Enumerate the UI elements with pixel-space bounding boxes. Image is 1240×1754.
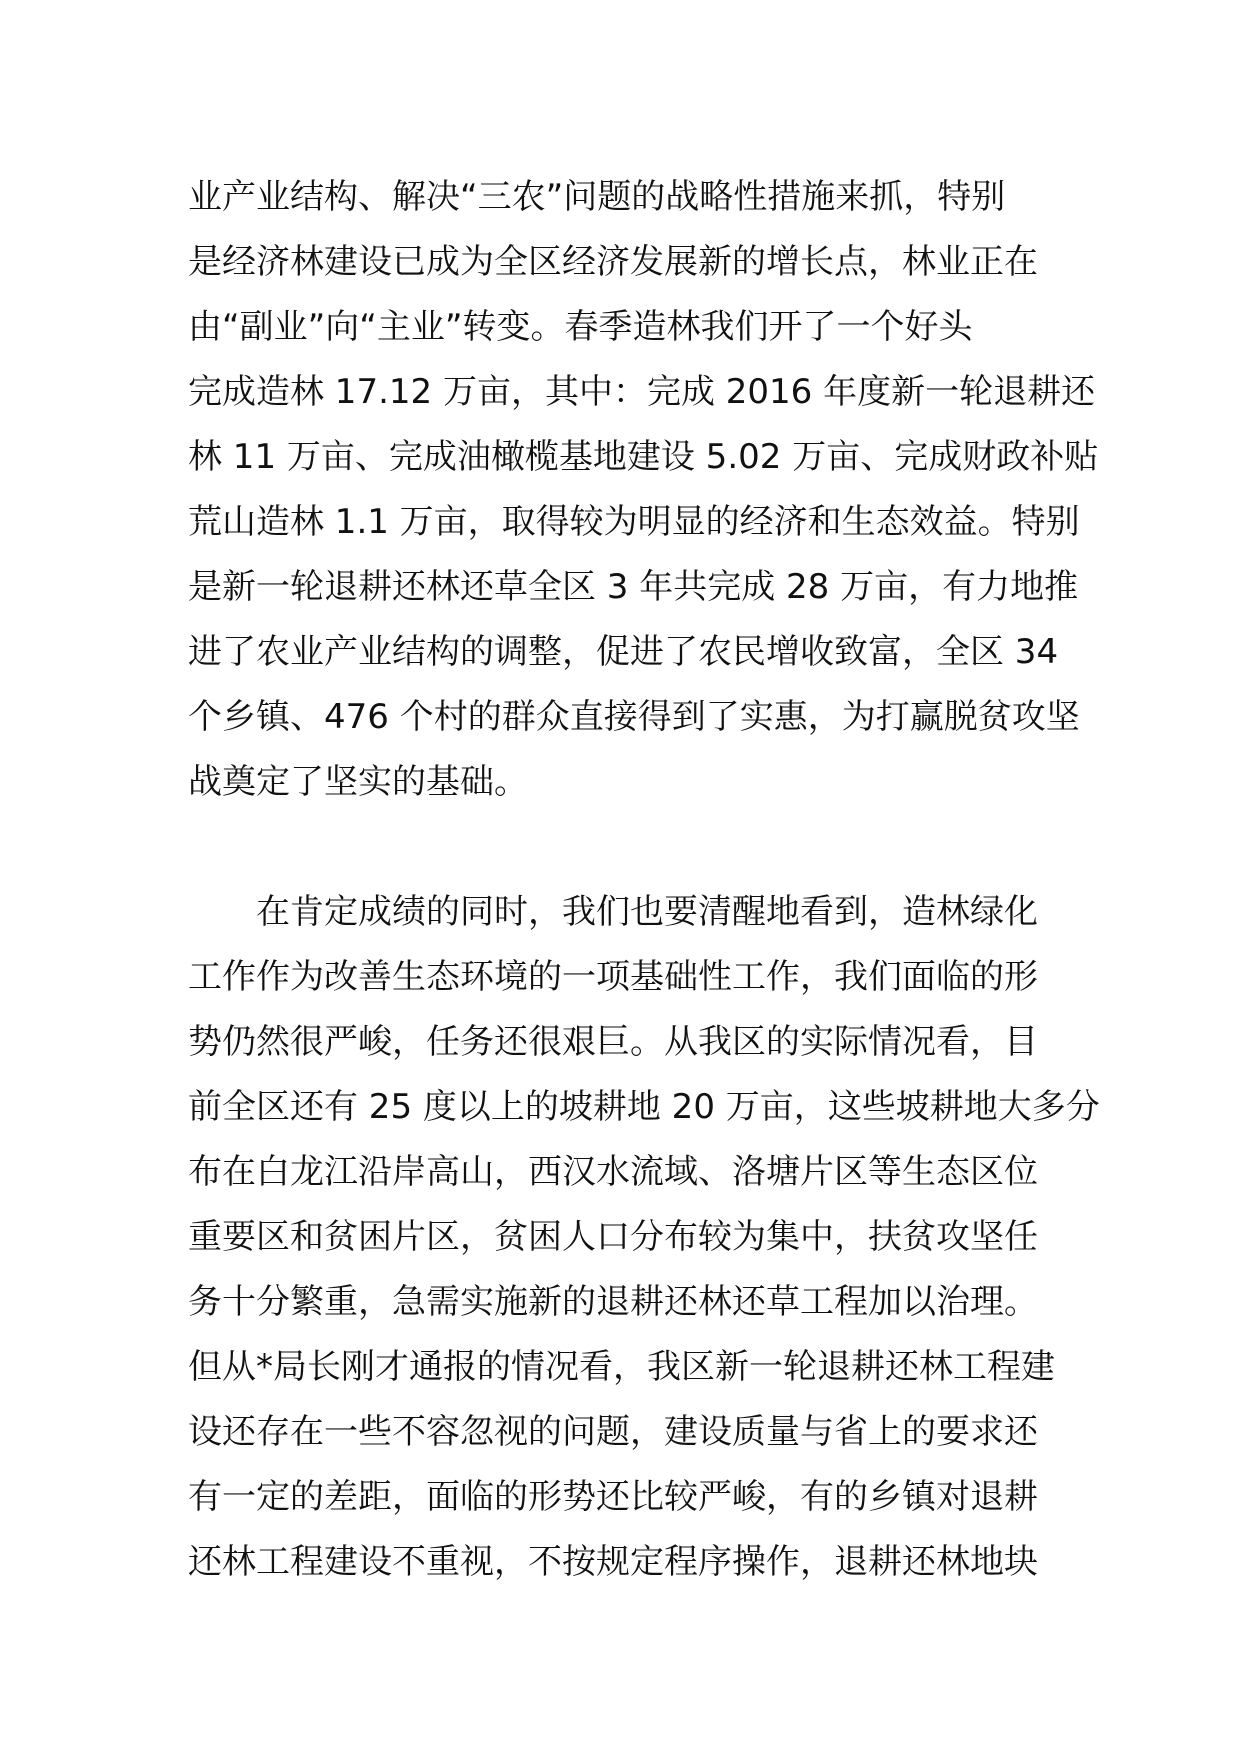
text-line: 在肯定成绩的同时，我们也要清醒地看到，造林绿化: [188, 892, 1038, 932]
text-line: 业产业结构、解决“三农”问题的战略性措施来抓，特别: [188, 177, 1006, 217]
text-line: 有一定的差距，面临的形势还比较严峻，有的乡镇对退耕: [188, 1477, 1038, 1517]
text-line: 工作作为改善生态环境的一项基础性工作，我们面临的形: [188, 957, 1038, 997]
text-line: 完成造林 17.12 万亩，其中：完成 2016 年度新一轮退耕还: [188, 372, 1096, 412]
text-line: 设还存在一些不容忽视的问题，建设质量与省上的要求还: [188, 1412, 1038, 1452]
text-line: 战奠定了坚实的基础。: [188, 762, 528, 802]
text-line: 势仍然很严峻，任务还很艰巨。从我区的实际情况看，目: [188, 1022, 1038, 1062]
text-line: 布在白龙江沿岸高山，西汉水流域、洛塘片区等生态区位: [188, 1152, 1038, 1192]
text-line: 林 11 万亩、完成油橄榄基地建设 5.02 万亩、完成财政补贴: [188, 437, 1099, 477]
text-line: 进了农业产业结构的调整，促进了农民增收致富，全区 34: [188, 632, 1059, 672]
text-line: 由“副业”向“主业”转变。春季造林我们开了一个好头: [188, 307, 973, 347]
body-paragraph-achievements: [188, 165, 1099, 815]
text-line: 荒山造林 1.1 万亩，取得较为明显的经济和生态效益。特别: [188, 502, 1080, 542]
text-line: 前全区还有 25 度以上的坡耕地 20 万亩，这些坡耕地大多分: [188, 1087, 1100, 1127]
text-line: 还林工程建设不重视，不按规定程序操作，退耕还林地块: [188, 1542, 1038, 1582]
text-line: 是经济林建设已成为全区经济发展新的增长点，林业正在: [188, 242, 1038, 282]
text-line: 是新一轮退耕还林还草全区 3 年共完成 28 万亩，有力地推: [188, 567, 1079, 607]
text-line: 个乡镇、476 个村的群众直接得到了实惠，为打赢脱贫攻坚: [188, 697, 1080, 737]
text-line: 重要区和贫困片区，贫困人口分布较为集中，扶贫攻坚任: [188, 1217, 1038, 1257]
text-line: 但从*局长刚才通报的情况看，我区新一轮退耕还林工程建: [188, 1347, 1055, 1387]
text-line: 务十分繁重，急需实施新的退耕还林还草工程加以治理。: [188, 1282, 1038, 1322]
body-paragraph-challenges: [188, 880, 1100, 1595]
